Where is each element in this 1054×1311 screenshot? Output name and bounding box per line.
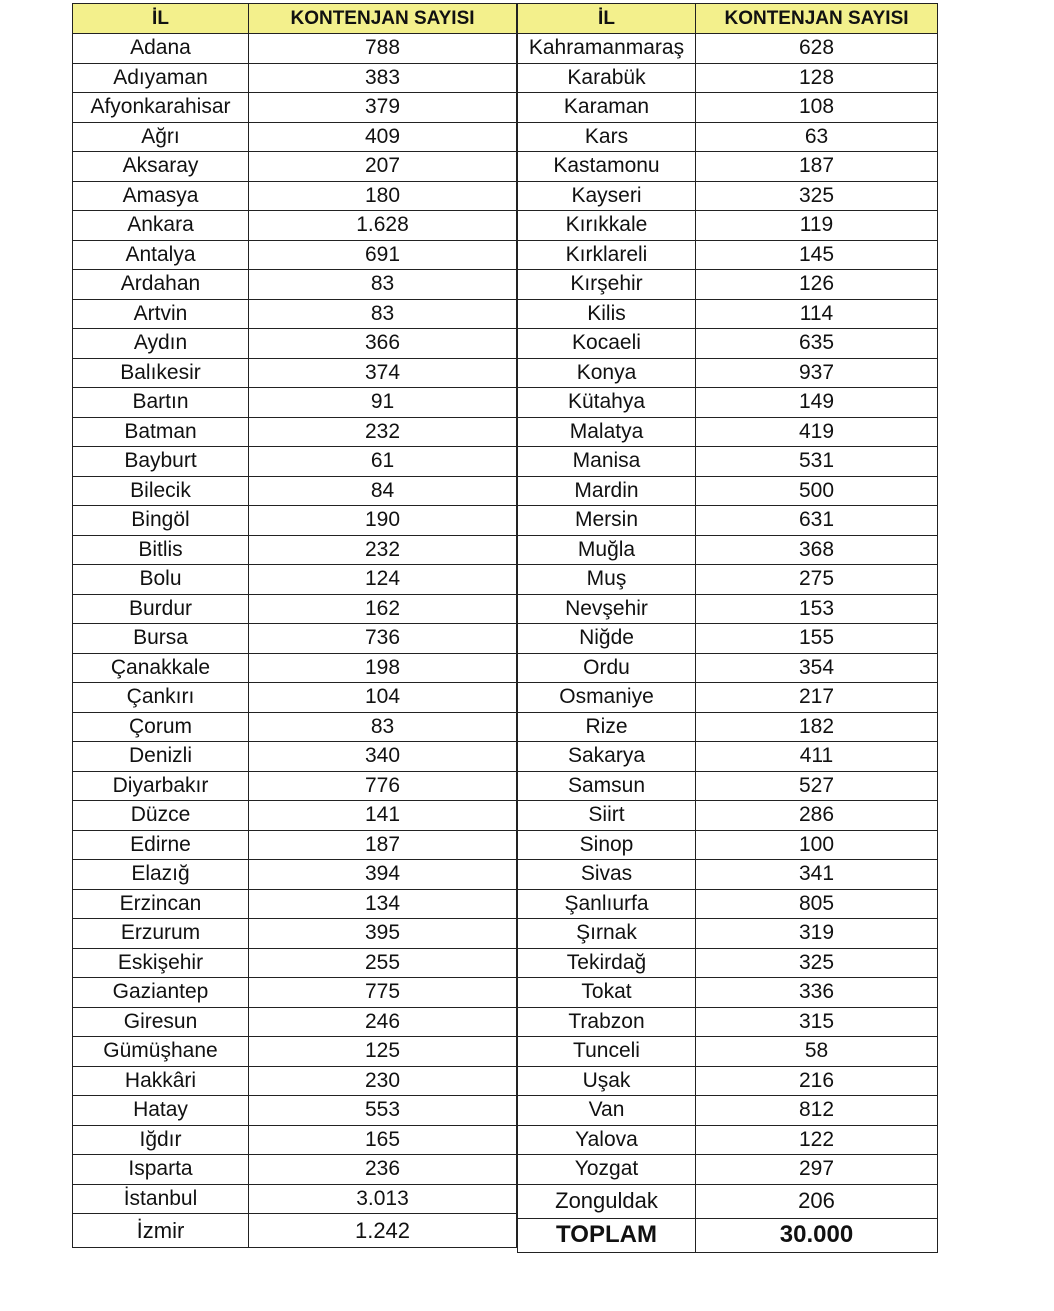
- quota-value: 114: [696, 299, 938, 329]
- quota-value: 83: [249, 299, 517, 329]
- table-row: [73, 299, 517, 329]
- quota-value: 937: [696, 358, 938, 388]
- table-row: [73, 1066, 517, 1096]
- table-row: [518, 889, 938, 919]
- table-row: [518, 712, 938, 742]
- left-header-row: [73, 4, 517, 34]
- quota-value: 325: [696, 181, 938, 211]
- province-name: Niğde: [518, 624, 696, 654]
- quota-value: 315: [696, 1007, 938, 1037]
- province-name: Ankara: [73, 211, 249, 241]
- table-row: [518, 535, 938, 565]
- province-name: Amasya: [73, 181, 249, 211]
- table-row: [73, 358, 517, 388]
- province-name: Van: [518, 1096, 696, 1126]
- quota-value: 1.628: [249, 211, 517, 241]
- table-row: [73, 270, 517, 300]
- quota-value: 297: [696, 1155, 938, 1185]
- left-table: [72, 3, 517, 1248]
- province-name: Nevşehir: [518, 594, 696, 624]
- quota-value: 368: [696, 535, 938, 565]
- table-row: [518, 801, 938, 831]
- table-row: [73, 978, 517, 1008]
- province-name: Karaman: [518, 93, 696, 123]
- quota-value: 340: [249, 742, 517, 772]
- table-row: [518, 358, 938, 388]
- province-name: Ardahan: [73, 270, 249, 300]
- quota-value: 83: [249, 712, 517, 742]
- province-name: Çorum: [73, 712, 249, 742]
- quota-value: 236: [249, 1155, 517, 1185]
- quota-value: 383: [249, 63, 517, 93]
- quota-value: 319: [696, 919, 938, 949]
- province-name: Burdur: [73, 594, 249, 624]
- province-name: Karabük: [518, 63, 696, 93]
- province-name: Artvin: [73, 299, 249, 329]
- table-row: [73, 565, 517, 595]
- table-row: [518, 329, 938, 359]
- province-name: Kırıkkale: [518, 211, 696, 241]
- quota-value: 108: [696, 93, 938, 123]
- table-row: [73, 329, 517, 359]
- table-row: [518, 34, 938, 64]
- table-row: [73, 122, 517, 152]
- province-name: Sakarya: [518, 742, 696, 772]
- quota-value: 631: [696, 506, 938, 536]
- quota-value: 635: [696, 329, 938, 359]
- quota-value: 691: [249, 240, 517, 270]
- quota-value: 527: [696, 771, 938, 801]
- province-name: Afyonkarahisar: [73, 93, 249, 123]
- province-name: Aydın: [73, 329, 249, 359]
- quota-value: 180: [249, 181, 517, 211]
- province-name: Ağrı: [73, 122, 249, 152]
- table-row: [73, 417, 517, 447]
- table-row: [73, 1096, 517, 1126]
- table-row: [73, 948, 517, 978]
- province-name: Kilis: [518, 299, 696, 329]
- table-row: [73, 1184, 517, 1214]
- quota-value: 126: [696, 270, 938, 300]
- province-name: Çankırı: [73, 683, 249, 713]
- province-name: Eskişehir: [73, 948, 249, 978]
- province-name: Adıyaman: [73, 63, 249, 93]
- table-row: [518, 240, 938, 270]
- table-row: [518, 978, 938, 1008]
- province-name: Antalya: [73, 240, 249, 270]
- province-name: Muş: [518, 565, 696, 595]
- quota-value: 125: [249, 1037, 517, 1067]
- table-row: [73, 535, 517, 565]
- province-name: Bayburt: [73, 447, 249, 477]
- quota-value: 84: [249, 476, 517, 506]
- right-table: [517, 3, 938, 1253]
- province-name: Adana: [73, 34, 249, 64]
- quota-value: 341: [696, 860, 938, 890]
- quota-value: 336: [696, 978, 938, 1008]
- province-name: Sinop: [518, 830, 696, 860]
- header-il-right: İL: [518, 4, 696, 34]
- quota-value: 153: [696, 594, 938, 624]
- table-row: [73, 860, 517, 890]
- quota-value: 409: [249, 122, 517, 152]
- table-row: [73, 771, 517, 801]
- table-row: [73, 1007, 517, 1037]
- quota-value: 395: [249, 919, 517, 949]
- province-name: Isparta: [73, 1155, 249, 1185]
- table-row: [73, 34, 517, 64]
- table-row: [518, 506, 938, 536]
- province-name: Kocaeli: [518, 329, 696, 359]
- table-row: [518, 1184, 938, 1218]
- quota-value: 216: [696, 1066, 938, 1096]
- table-row: [73, 1214, 517, 1248]
- header-kontenjan-right: KONTENJAN SAYISI: [696, 4, 938, 34]
- province-name: Kırşehir: [518, 270, 696, 300]
- province-name: Balıkesir: [73, 358, 249, 388]
- table-row: [518, 1155, 938, 1185]
- table-row: [518, 1007, 938, 1037]
- table-row: [73, 919, 517, 949]
- table-row: [518, 388, 938, 418]
- quota-value: 788: [249, 34, 517, 64]
- header-il-left: İL: [73, 4, 249, 34]
- province-name: Şanlıurfa: [518, 889, 696, 919]
- right-header-row: [518, 4, 938, 34]
- province-name: Kütahya: [518, 388, 696, 418]
- province-name: Giresun: [73, 1007, 249, 1037]
- province-name: Aksaray: [73, 152, 249, 182]
- province-name: Bingöl: [73, 506, 249, 536]
- quota-value: 198: [249, 653, 517, 683]
- table-row: [518, 476, 938, 506]
- province-name: Samsun: [518, 771, 696, 801]
- province-name: Konya: [518, 358, 696, 388]
- table-row: [518, 270, 938, 300]
- province-name: Hakkâri: [73, 1066, 249, 1096]
- quota-value: 104: [249, 683, 517, 713]
- table-row: [73, 1037, 517, 1067]
- province-name: Erzurum: [73, 919, 249, 949]
- province-name: Batman: [73, 417, 249, 447]
- table-row: [73, 624, 517, 654]
- province-name: İzmir: [73, 1214, 249, 1248]
- province-name: Yalova: [518, 1125, 696, 1155]
- table-row: [518, 447, 938, 477]
- quota-value: 187: [249, 830, 517, 860]
- quota-value: 232: [249, 535, 517, 565]
- quota-value: 255: [249, 948, 517, 978]
- table-row: [73, 594, 517, 624]
- table-row: [73, 830, 517, 860]
- table-row: [73, 388, 517, 418]
- province-name: Şırnak: [518, 919, 696, 949]
- province-name: Tunceli: [518, 1037, 696, 1067]
- table-row: [73, 506, 517, 536]
- quota-value: 141: [249, 801, 517, 831]
- table-row: [518, 860, 938, 890]
- quota-value: 119: [696, 211, 938, 241]
- province-name: Denizli: [73, 742, 249, 772]
- table-row: [518, 417, 938, 447]
- quota-value: 149: [696, 388, 938, 418]
- table-row: [73, 889, 517, 919]
- quota-value: 155: [696, 624, 938, 654]
- province-name: Kars: [518, 122, 696, 152]
- quota-value: 366: [249, 329, 517, 359]
- total-value: 30.000: [696, 1218, 938, 1252]
- table-row: [518, 771, 938, 801]
- total-label: TOPLAM: [518, 1218, 696, 1252]
- table-row: [73, 1155, 517, 1185]
- province-name: Düzce: [73, 801, 249, 831]
- province-name: Gaziantep: [73, 978, 249, 1008]
- table-row: [518, 742, 938, 772]
- left-table-body: [73, 34, 517, 1248]
- quota-value: 805: [696, 889, 938, 919]
- quota-value: 63: [696, 122, 938, 152]
- province-name: Kastamonu: [518, 152, 696, 182]
- table-row: [518, 93, 938, 123]
- province-name: Bolu: [73, 565, 249, 595]
- quota-value: 246: [249, 1007, 517, 1037]
- table-row: [73, 653, 517, 683]
- province-name: Çanakkale: [73, 653, 249, 683]
- province-name: Sivas: [518, 860, 696, 890]
- table-row: [518, 211, 938, 241]
- table-row: [518, 653, 938, 683]
- quota-tables: [72, 3, 936, 1253]
- province-name: Rize: [518, 712, 696, 742]
- province-name: Gümüşhane: [73, 1037, 249, 1067]
- total-row: [518, 1218, 938, 1252]
- table-row: [518, 181, 938, 211]
- province-name: Zonguldak: [518, 1184, 696, 1218]
- province-name: Mardin: [518, 476, 696, 506]
- table-row: [73, 240, 517, 270]
- province-name: Diyarbakır: [73, 771, 249, 801]
- table-row: [73, 181, 517, 211]
- province-name: Uşak: [518, 1066, 696, 1096]
- table-row: [73, 63, 517, 93]
- province-name: İstanbul: [73, 1184, 249, 1214]
- province-name: Muğla: [518, 535, 696, 565]
- province-name: Bitlis: [73, 535, 249, 565]
- quota-value: 775: [249, 978, 517, 1008]
- quota-value: 354: [696, 653, 938, 683]
- table-row: [518, 1066, 938, 1096]
- quota-value: 628: [696, 34, 938, 64]
- province-name: Bilecik: [73, 476, 249, 506]
- quota-value: 419: [696, 417, 938, 447]
- province-name: Elazığ: [73, 860, 249, 890]
- table-row: [73, 712, 517, 742]
- quota-value: 83: [249, 270, 517, 300]
- quota-value: 286: [696, 801, 938, 831]
- quota-value: 379: [249, 93, 517, 123]
- province-name: Malatya: [518, 417, 696, 447]
- table-row: [518, 1096, 938, 1126]
- table-row: [518, 63, 938, 93]
- quota-value: 124: [249, 565, 517, 595]
- quota-table-sheet: [72, 3, 936, 1253]
- quota-value: 128: [696, 63, 938, 93]
- table-row: [518, 1125, 938, 1155]
- table-row: [73, 152, 517, 182]
- quota-value: 190: [249, 506, 517, 536]
- table-row: [73, 211, 517, 241]
- province-name: Siirt: [518, 801, 696, 831]
- quota-value: 207: [249, 152, 517, 182]
- province-name: Ordu: [518, 653, 696, 683]
- province-name: Tekirdağ: [518, 948, 696, 978]
- table-row: [73, 801, 517, 831]
- table-row: [73, 1125, 517, 1155]
- province-name: Bursa: [73, 624, 249, 654]
- province-name: Hatay: [73, 1096, 249, 1126]
- quota-value: 134: [249, 889, 517, 919]
- quota-value: 162: [249, 594, 517, 624]
- quota-value: 165: [249, 1125, 517, 1155]
- quota-value: 275: [696, 565, 938, 595]
- quota-value: 91: [249, 388, 517, 418]
- table-row: [518, 565, 938, 595]
- province-name: Manisa: [518, 447, 696, 477]
- table-row: [518, 919, 938, 949]
- table-row: [518, 152, 938, 182]
- quota-value: 3.013: [249, 1184, 517, 1214]
- quota-value: 182: [696, 712, 938, 742]
- table-row: [518, 624, 938, 654]
- quota-value: 230: [249, 1066, 517, 1096]
- right-table-body: [518, 34, 938, 1253]
- quota-value: 411: [696, 742, 938, 772]
- province-name: Trabzon: [518, 1007, 696, 1037]
- table-row: [518, 594, 938, 624]
- quota-value: 736: [249, 624, 517, 654]
- quota-value: 145: [696, 240, 938, 270]
- table-row: [518, 948, 938, 978]
- quota-value: 1.242: [249, 1214, 517, 1248]
- province-name: Edirne: [73, 830, 249, 860]
- province-name: Tokat: [518, 978, 696, 1008]
- quota-value: 553: [249, 1096, 517, 1126]
- province-name: Erzincan: [73, 889, 249, 919]
- quota-value: 531: [696, 447, 938, 477]
- quota-value: 61: [249, 447, 517, 477]
- province-name: Bartın: [73, 388, 249, 418]
- quota-value: 100: [696, 830, 938, 860]
- quota-value: 217: [696, 683, 938, 713]
- quota-value: 812: [696, 1096, 938, 1126]
- quota-value: 232: [249, 417, 517, 447]
- province-name: Kahramanmaraş: [518, 34, 696, 64]
- quota-value: 122: [696, 1125, 938, 1155]
- province-name: Mersin: [518, 506, 696, 536]
- quota-value: 58: [696, 1037, 938, 1067]
- quota-value: 374: [249, 358, 517, 388]
- quota-value: 187: [696, 152, 938, 182]
- header-kontenjan-left: KONTENJAN SAYISI: [249, 4, 517, 34]
- table-row: [518, 299, 938, 329]
- quota-value: 500: [696, 476, 938, 506]
- province-name: Kayseri: [518, 181, 696, 211]
- table-row: [73, 476, 517, 506]
- table-row: [73, 742, 517, 772]
- province-name: Iğdır: [73, 1125, 249, 1155]
- quota-value: 776: [249, 771, 517, 801]
- table-row: [73, 683, 517, 713]
- province-name: Osmaniye: [518, 683, 696, 713]
- quota-value: 394: [249, 860, 517, 890]
- table-row: [518, 122, 938, 152]
- province-name: Kırklareli: [518, 240, 696, 270]
- table-row: [518, 1037, 938, 1067]
- province-name: Yozgat: [518, 1155, 696, 1185]
- table-row: [518, 830, 938, 860]
- quota-value: 325: [696, 948, 938, 978]
- table-row: [73, 447, 517, 477]
- quota-value: 206: [696, 1184, 938, 1218]
- table-row: [73, 93, 517, 123]
- table-row: [518, 683, 938, 713]
